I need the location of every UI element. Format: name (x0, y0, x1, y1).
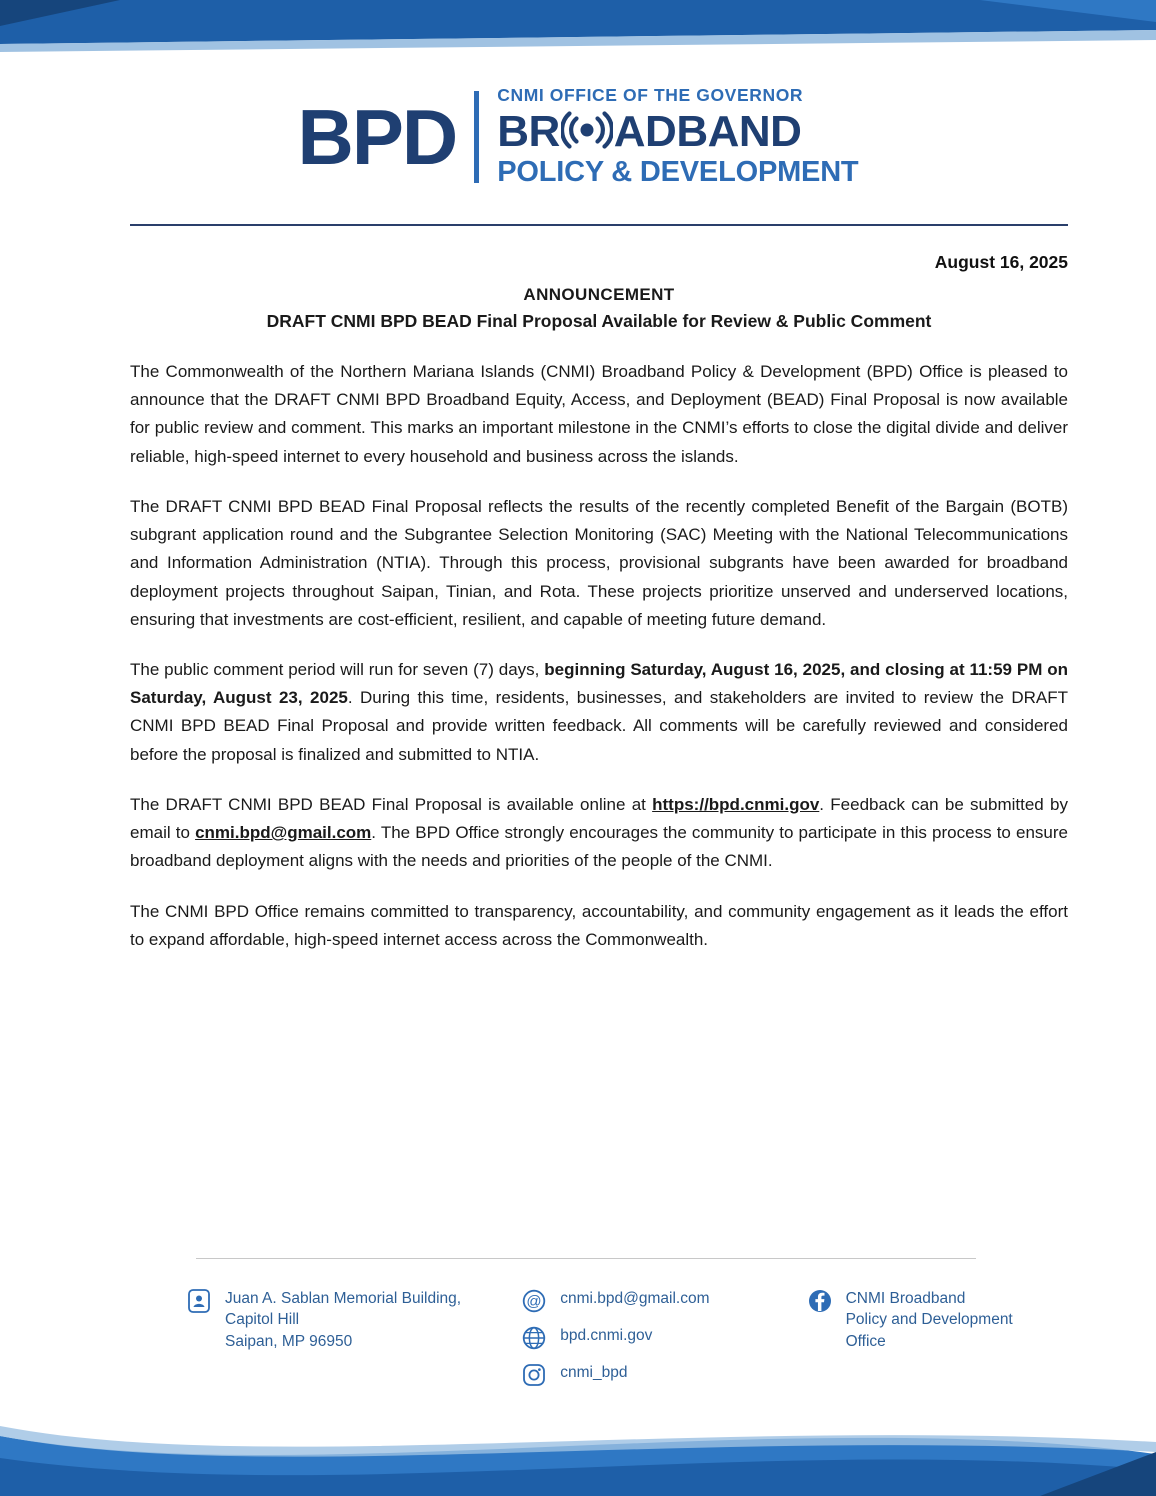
paragraph-3-part2: . During this time, residents, businesses, and stakeholders are invited to review the DRAFT CNMI BPD BEAD Final Proposal and provide written feedback. All comments will be carefully reviewed and considered before the proposal is finalized and submitted to NTIA. (130, 688, 1069, 764)
footer-instagram-row[interactable] (521, 1362, 770, 1388)
facebook-icon (807, 1288, 833, 1314)
logo-divider (474, 91, 479, 183)
document-title: DRAFT CNMI BPD BEAD Final Proposal Available for Review & Public Comment (266, 311, 932, 331)
paragraph-3 (130, 656, 1068, 769)
paragraph-5: The CNMI BPD Office remains committed to transparency, accountability, and community engagement as it leads the effort to expand affordable, high-speed internet access across the Commonwealth. (130, 901, 1068, 949)
footer-address-line2: Capitol Hill (225, 1311, 300, 1329)
paragraph-4-part1: The DRAFT CNMI BPD BEAD Final Proposal is available online at (130, 794, 653, 814)
footer-address-text (225, 1288, 461, 1352)
paragraph-2: The DRAFT CNMI BPD BEAD Final Proposal reflects the results of the recently completed Benefit of the Bargain (BOTB) subgrant application round and the Subgrantee Selection Monitoring (SAC) Meeting with the National Telecommunications and Information Administration (NTIA). Through this process, provisional subgrants have been awarded for broadband deployment projects throughout Saipan, Tinian, and Rota. These projects prioritize unserved and underserved locations, ensuring that investments are cost-efficient, resilient, and capable of meeting future demand. (130, 496, 1068, 629)
footer-address-line3: Saipan, MP 96950 (225, 1332, 353, 1350)
paragraph-4 (130, 791, 1068, 876)
header-band-graphic (0, 0, 1156, 56)
header-decorative-band (0, 0, 1156, 56)
logo-word-left: BR (497, 106, 560, 156)
paragraph-4-part3: . The BPD Office strongly encourages the community to participate in this process to ensure broadband deployment aligns with the needs and priorities of the people of the CNMI. (130, 823, 1068, 871)
logo-office-line: CNMI OFFICE OF THE GOVERNOR (497, 85, 804, 105)
globe-icon (521, 1325, 547, 1351)
header-divider-rule (130, 224, 1068, 226)
footer-address-row (186, 1288, 485, 1352)
paragraph-1: The Commonwealth of the Northern Mariana Islands (CNMI) Broadband Policy & Development (BPD) Office is pleased to announce that the DRAFT CNMI BPD Broadband Equity, Access, and Deployment (BEAD) Final Proposal is now available for public review and comment. This marks an important milestone in the CNMI’s efforts to close the digital divide and deliver reliable, high-speed internet to every household and business across the islands. (130, 362, 1068, 466)
footer-website-text: bpd.cnmi.gov (560, 1327, 653, 1344)
email-link[interactable]: cnmi.bpd@gmail.com (195, 823, 372, 843)
logo-word-right: ADBAND (613, 106, 802, 156)
document-date: August 16, 2025 (934, 252, 1068, 272)
footer-contact-block (186, 1288, 1046, 1388)
announcement-label: ANNOUNCEMENT (523, 285, 675, 304)
instagram-icon (521, 1362, 547, 1388)
footer-instagram-text: cnmi_bpd (560, 1364, 628, 1381)
footer-decorative-band (0, 1396, 1156, 1496)
footer-band-graphic (0, 1396, 1156, 1496)
footer-facebook-column (807, 1288, 1046, 1388)
website-link[interactable]: https://bpd.cnmi.gov (652, 794, 820, 814)
at-sign-icon (521, 1288, 547, 1314)
footer-facebook-line1: CNMI Broadband (845, 1290, 966, 1307)
paragraph-4-part2: . Feedback can be submitted by email to (130, 794, 1068, 843)
footer-address-line1: Juan A. Sablan Memorial Building, (225, 1290, 462, 1307)
footer-facebook-text (846, 1288, 1013, 1352)
logo-acronym: BPD (297, 93, 457, 182)
svg-text:@: @ (526, 1293, 542, 1310)
logo-broadband-line (497, 107, 858, 157)
footer-website-row[interactable] (521, 1325, 770, 1351)
footer-divider-rule (196, 1258, 976, 1259)
paragraph-3-part1: The public comment period will run for seven (7) days, (130, 659, 545, 679)
footer-email-row[interactable] (521, 1288, 770, 1314)
paragraph-3-bold-dates: beginning Saturday, August 16, 2025, and closing at 11:59 PM on Saturday, August 23, 2025 (130, 659, 1068, 708)
location-pin-icon (186, 1288, 212, 1314)
footer-email-text: cnmi.bpd@gmail.com (560, 1290, 710, 1307)
logo-tagline: POLICY & DEVELOPMENT (497, 156, 859, 189)
footer-facebook-line3: Office (845, 1332, 886, 1350)
footer-address-column (186, 1288, 485, 1388)
bpd-logo (0, 86, 1156, 189)
footer-facebook-row[interactable] (807, 1288, 1046, 1352)
wifi-signal-icon (561, 109, 613, 159)
footer-digital-column (521, 1288, 770, 1388)
footer-facebook-line2: Policy and Development (845, 1311, 1013, 1329)
document-body (130, 252, 1068, 976)
